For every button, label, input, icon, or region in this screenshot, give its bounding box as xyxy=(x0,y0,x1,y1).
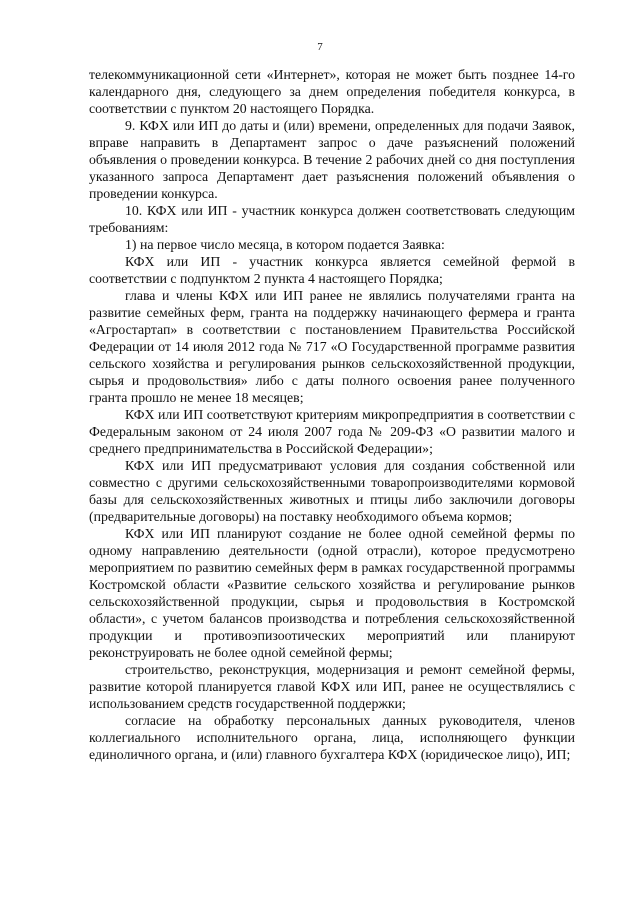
body-text xyxy=(89,66,575,763)
paragraph-feed-base: КФХ или ИП предусматривают условия для создания собственной или совместно с другими сельскохозяйственными товаропроизводителями кормовой базы для сельскохозяйственных животных и птицы либо заключили договоры (предварительные договоры) на поставку необходимого объема кормов; xyxy=(89,458,575,524)
paragraph-family-farm: КФХ или ИП - участник конкурса является семейной фермой в соответствии с подпунктом 2 пункта 4 настоящего Порядка; xyxy=(89,254,575,286)
paragraph-microenterprise: КФХ или ИП соответствуют критериям микропредприятия в соответствии с Федеральным законом от 24 июля 2007 года № 209-ФЗ «О развитии малого и среднего предпринимательства в Российской Федерации»; xyxy=(89,407,575,456)
paragraph-farm-plan: КФХ или ИП планируют создание не более одной семейной фермы по одному направлению деятельности (одной отрасли), которое предусмотрено мероприятием по развитию семейных ферм в рамках государственной программы Костромской области «Развитие сельского хозяйства и регулирование рынков сельскохозяйственной продукции, сырья и продовольствия в Костромской области», с учетом балансов производства и потребления сельскохозяйственной продукции и противоэпизоотических мероприятий или планируют реконструировать не более одной семейной фермы; xyxy=(89,526,575,660)
paragraph-item-9: 9. КФХ или ИП до даты и (или) времени, определенных для подачи Заявок, вправе направить в Департамент запрос о даче разъяснений положений объявления о проведении конкурса. В течение 2 рабочих дней со дня поступления указанного запроса Департамент дает разъяснения положений объявления о проведении конкурса. xyxy=(89,118,575,201)
paragraph-consent: согласие на обработку персональных данных руководителя, членов коллегиального исполнительного органа, лица, исполняющего функции единоличного органа, и (или) главного бухгалтера КФХ (юридическое лицо), ИП; xyxy=(89,713,575,762)
paragraph-continuation: телекоммуникационной сети «Интернет», которая не может быть позднее 14-го календарного дня, следующего за днем определения победителя конкурса, в соответствии с пунктом 20 настоящего Порядка. xyxy=(89,67,575,116)
paragraph-construction: строительство, реконструкция, модернизация и ремонт семейной фермы, развитие которой планируется главой КФХ или ИП, ранее не осуществлялись с использованием средств государственной поддержки; xyxy=(89,662,575,711)
paragraph-item-10: 10. КФХ или ИП - участник конкурса должен соответствовать следующим требованиям: xyxy=(89,203,575,235)
page-number: 7 xyxy=(317,41,323,53)
paragraph-subitem-1: 1) на первое число месяца, в котором подается Заявка: xyxy=(125,237,445,252)
paragraph-grant-history: глава и члены КФХ или ИП ранее не являлись получателями гранта на развитие семейных ферм, гранта на поддержку начинающего фермера и гранта «Агростартап» в соответствии с постановлением Правительства Российской Федерации от 14 июля 2012 года № 717 «О Государственной программе развития сельского хозяйства и регулирования рынков сельскохозяйственной продукции, сырья и продовольствия» либо с даты полного освоения ранее полученного гранта прошло не менее 18 месяцев; xyxy=(89,288,575,405)
